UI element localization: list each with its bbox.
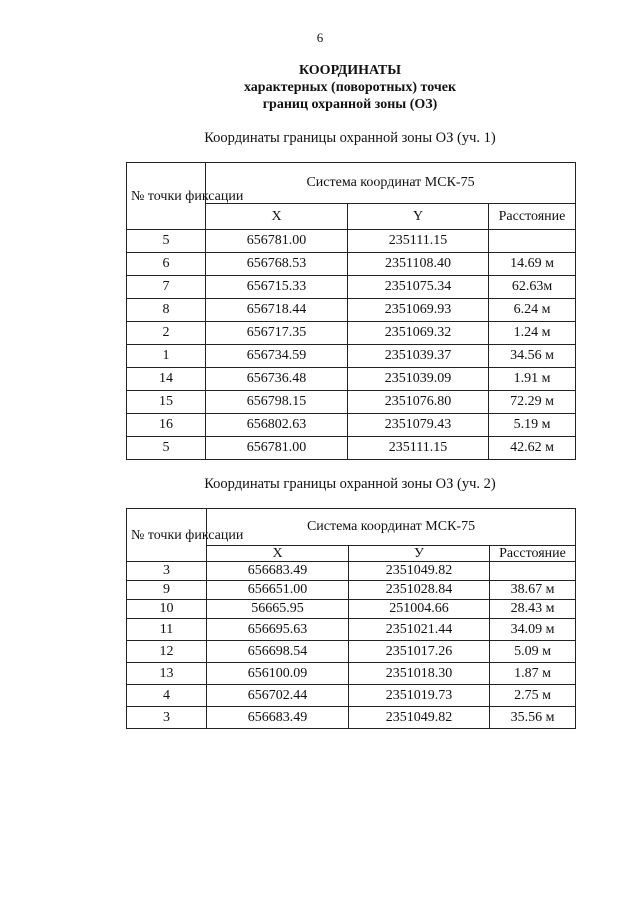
cell-y: 2351049.82 bbox=[349, 707, 490, 729]
cell-distance: 6.24 м bbox=[489, 299, 576, 322]
cell-y: 2351018.30 bbox=[349, 663, 490, 685]
cell-point: 3 bbox=[127, 562, 207, 581]
table-row bbox=[127, 641, 576, 663]
cell-y: 235111.15 bbox=[348, 230, 489, 253]
cell-distance: 2.75 м bbox=[490, 685, 576, 707]
cell-x: 656768.53 bbox=[206, 253, 348, 276]
table-row bbox=[127, 562, 576, 581]
cell-y: 2351069.93 bbox=[348, 299, 489, 322]
header-point-number: № точки фиксации bbox=[127, 163, 206, 230]
cell-y: 251004.66 bbox=[349, 600, 490, 619]
header-distance: Расстояние bbox=[489, 204, 576, 230]
table-row bbox=[127, 322, 576, 345]
cell-distance: 28.43 м bbox=[490, 600, 576, 619]
cell-point: 13 bbox=[127, 663, 207, 685]
cell-x: 656715.33 bbox=[206, 276, 348, 299]
table-row bbox=[127, 299, 576, 322]
table-row bbox=[127, 276, 576, 299]
header-y: Y bbox=[348, 204, 489, 230]
cell-x: 656734.59 bbox=[206, 345, 348, 368]
cell-y: 2351069.32 bbox=[348, 322, 489, 345]
cell-y: 2351028.84 bbox=[349, 581, 490, 600]
section2-caption: Координаты границы охранной зоны ОЗ (уч. 2) bbox=[204, 476, 496, 492]
heading-subtitle-1: характерных (поворотных) точек bbox=[243, 80, 457, 95]
cell-distance: 5.19 м bbox=[489, 414, 576, 437]
cell-x: 656695.63 bbox=[207, 619, 349, 641]
table-row bbox=[127, 230, 576, 253]
cell-point: 3 bbox=[127, 707, 207, 729]
cell-distance: 1.87 м bbox=[490, 663, 576, 685]
coordinates-table-2 bbox=[126, 508, 576, 729]
cell-x: 656717.35 bbox=[206, 322, 348, 345]
cell-point: 14 bbox=[127, 368, 206, 391]
cell-x: 656781.00 bbox=[206, 437, 348, 460]
table-row bbox=[127, 391, 576, 414]
cell-point: 7 bbox=[127, 276, 206, 299]
coordinates-table-1 bbox=[126, 162, 576, 460]
cell-x: 656100.09 bbox=[207, 663, 349, 685]
cell-distance bbox=[489, 230, 576, 253]
cell-point: 4 bbox=[127, 685, 207, 707]
header-coordinate-system: Система координат МСК-75 bbox=[206, 163, 576, 204]
header-distance: Расстояние bbox=[490, 546, 576, 562]
cell-point: 12 bbox=[127, 641, 207, 663]
page-number: 6 bbox=[316, 30, 324, 45]
cell-x: 656802.63 bbox=[206, 414, 348, 437]
cell-distance: 14.69 м bbox=[489, 253, 576, 276]
cell-x: 56665.95 bbox=[207, 600, 349, 619]
table-row bbox=[127, 414, 576, 437]
cell-y: 2351017.26 bbox=[349, 641, 490, 663]
table-row bbox=[127, 685, 576, 707]
section1-caption: Координаты границы охранной зоны ОЗ (уч. 1) bbox=[204, 130, 496, 146]
header-x: X bbox=[207, 546, 349, 562]
cell-x: 656683.49 bbox=[207, 707, 349, 729]
header-x: X bbox=[206, 204, 348, 230]
table-row bbox=[127, 368, 576, 391]
cell-distance: 35.56 м bbox=[490, 707, 576, 729]
header-coordinate-system: Система координат МСК-75 bbox=[207, 509, 576, 546]
cell-distance: 5.09 м bbox=[490, 641, 576, 663]
cell-x: 656781.00 bbox=[206, 230, 348, 253]
cell-point: 9 bbox=[127, 581, 207, 600]
table-row bbox=[127, 663, 576, 685]
table-row bbox=[127, 581, 576, 600]
cell-x: 656651.00 bbox=[207, 581, 349, 600]
cell-point: 11 bbox=[127, 619, 207, 641]
table-row bbox=[127, 437, 576, 460]
cell-distance: 62.63м bbox=[489, 276, 576, 299]
cell-distance: 34.56 м bbox=[489, 345, 576, 368]
table-row bbox=[127, 707, 576, 729]
cell-y: 2351021.44 bbox=[349, 619, 490, 641]
cell-y: 2351076.80 bbox=[348, 391, 489, 414]
header-y: У bbox=[349, 546, 490, 562]
cell-y: 2351039.37 bbox=[348, 345, 489, 368]
header-point-number: № точки фиксации bbox=[127, 509, 207, 562]
cell-point: 5 bbox=[127, 230, 206, 253]
cell-distance: 38.67 м bbox=[490, 581, 576, 600]
cell-distance: 1.91 м bbox=[489, 368, 576, 391]
cell-y: 235111.15 bbox=[348, 437, 489, 460]
table-row bbox=[127, 345, 576, 368]
cell-x: 656702.44 bbox=[207, 685, 349, 707]
cell-point: 15 bbox=[127, 391, 206, 414]
cell-x: 656718.44 bbox=[206, 299, 348, 322]
cell-y: 2351075.34 bbox=[348, 276, 489, 299]
cell-y: 2351108.40 bbox=[348, 253, 489, 276]
cell-distance: 1.24 м bbox=[489, 322, 576, 345]
table-row bbox=[127, 619, 576, 641]
cell-x: 656736.48 bbox=[206, 368, 348, 391]
document-heading bbox=[0, 62, 640, 113]
cell-x: 656698.54 bbox=[207, 641, 349, 663]
heading-title: КООРДИНАТЫ bbox=[298, 63, 401, 78]
cell-point: 16 bbox=[127, 414, 206, 437]
table-row bbox=[127, 600, 576, 619]
cell-distance: 34.09 м bbox=[490, 619, 576, 641]
cell-distance: 42.62 м bbox=[489, 437, 576, 460]
cell-point: 5 bbox=[127, 437, 206, 460]
cell-distance: 72.29 м bbox=[489, 391, 576, 414]
cell-point: 10 bbox=[127, 600, 207, 619]
cell-x: 656798.15 bbox=[206, 391, 348, 414]
cell-distance bbox=[490, 562, 576, 581]
heading-subtitle-2: границ охранной зоны (ОЗ) bbox=[262, 97, 438, 112]
table-row bbox=[127, 253, 576, 276]
cell-y: 2351019.73 bbox=[349, 685, 490, 707]
cell-y: 2351039.09 bbox=[348, 368, 489, 391]
cell-y: 2351079.43 bbox=[348, 414, 489, 437]
cell-point: 8 bbox=[127, 299, 206, 322]
cell-x: 656683.49 bbox=[207, 562, 349, 581]
cell-point: 2 bbox=[127, 322, 206, 345]
cell-point: 6 bbox=[127, 253, 206, 276]
cell-point: 1 bbox=[127, 345, 206, 368]
cell-y: 2351049.82 bbox=[349, 562, 490, 581]
